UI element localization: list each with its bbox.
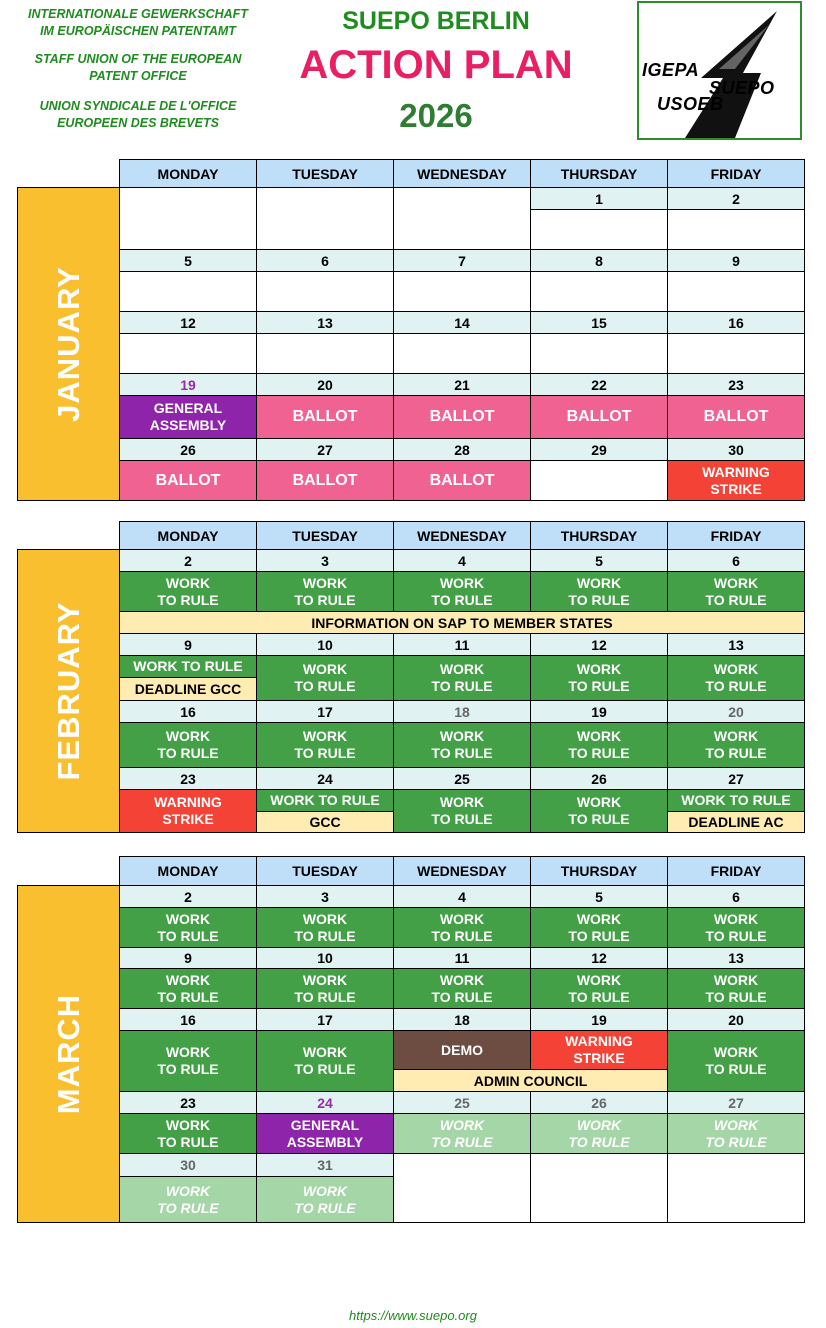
weekday-header-row [18, 160, 805, 188]
event-row [18, 1114, 805, 1154]
event-work-to-rule: WORK TO RULE [120, 723, 257, 768]
weekday-header: THURSDAY [531, 857, 668, 886]
month-label-cell [18, 886, 120, 1223]
note-admin-council: ADMIN COUNCIL [394, 1070, 668, 1092]
event-ballot: BALLOT [668, 396, 805, 439]
weekday-header: MONDAY [120, 160, 257, 188]
day-number: 1 [531, 188, 668, 210]
weekday-header: FRIDAY [668, 160, 805, 188]
empty-cell [531, 461, 668, 501]
day-number: 19 [531, 701, 668, 723]
day-number: 17 [257, 1009, 394, 1031]
event-work-to-rule: WORK TO RULE [668, 572, 805, 612]
day-number: 18 [394, 701, 531, 723]
event-work-to-rule: WORK TO RULE [394, 908, 531, 948]
org-name-fr: UNION SYNDICALE DE L'OFFICE EUROPEEN DES BREVETS [39, 99, 237, 130]
event-row [18, 572, 805, 612]
month-label: JANUARY [50, 266, 86, 422]
footer-url-link[interactable]: https://www.suepo.org [349, 1308, 477, 1323]
event-row [18, 908, 805, 948]
event-work-to-rule: WORK TO RULE [394, 790, 531, 833]
event-work-to-rule: WORK TO RULE [257, 656, 394, 701]
calendar-january [17, 159, 804, 501]
empty-cell [531, 1154, 668, 1223]
calendar-february [17, 521, 804, 833]
logo-word-suepo: SUEPO [709, 78, 775, 98]
event-work-to-rule-planned: WORK TO RULE [257, 1177, 394, 1223]
weekday-header: WEDNESDAY [394, 857, 531, 886]
event-work-to-rule: WORK TO RULE [120, 572, 257, 612]
note-sap-information: INFORMATION ON SAP TO MEMBER STATES [120, 612, 805, 634]
day-number-row [18, 701, 805, 723]
day-number-row [18, 1009, 805, 1031]
event-work-to-rule: WORK TO RULE [257, 572, 394, 612]
event-ballot: BALLOT [257, 461, 394, 501]
event-work-to-rule: WORK TO RULE [531, 969, 668, 1009]
day-number: 30 [120, 1154, 257, 1177]
day-number: 14 [394, 312, 531, 334]
weekday-header: TUESDAY [257, 857, 394, 886]
day-number: 11 [394, 634, 531, 656]
event-row [18, 656, 805, 678]
day-number: 20 [668, 1009, 805, 1031]
weekday-header: FRIDAY [668, 522, 805, 550]
month-label: MARCH [50, 993, 86, 1115]
day-number: 26 [531, 1092, 668, 1114]
event-work-to-rule: WORK TO RULE [531, 572, 668, 612]
event-ballot: BALLOT [394, 396, 531, 439]
event-work-to-rule: WORK TO RULE [668, 969, 805, 1009]
weekday-header: MONDAY [120, 857, 257, 886]
day-number: 13 [668, 634, 805, 656]
note-deadline-gcc: DEADLINE GCC [120, 678, 257, 701]
day-number: 4 [394, 550, 531, 572]
day-number: 12 [531, 948, 668, 969]
calendar-march [17, 856, 804, 1223]
event-work-to-rule: WORK TO RULE [120, 656, 257, 678]
day-number: 13 [668, 948, 805, 969]
day-number: 17 [257, 701, 394, 723]
day-number: 31 [257, 1154, 394, 1177]
day-number-row [18, 250, 805, 272]
event-work-to-rule: WORK TO RULE [120, 1114, 257, 1154]
event-work-to-rule: WORK TO RULE [120, 969, 257, 1009]
day-number: 15 [531, 312, 668, 334]
event-row [18, 1031, 805, 1070]
event-work-to-rule: WORK TO RULE [668, 723, 805, 768]
day-number-row [18, 1154, 805, 1177]
empty-cell [531, 210, 668, 250]
day-number: 11 [394, 948, 531, 969]
day-number: 23 [120, 768, 257, 790]
event-row [18, 272, 805, 312]
event-ballot: BALLOT [120, 461, 257, 501]
day-number: 19 [531, 1009, 668, 1031]
day-number: 27 [257, 439, 394, 461]
day-number: 23 [120, 1092, 257, 1114]
event-work-to-rule: WORK TO RULE [257, 969, 394, 1009]
event-work-to-rule: WORK TO RULE [531, 908, 668, 948]
event-work-to-rule: WORK TO RULE [394, 656, 531, 701]
day-number: 12 [531, 634, 668, 656]
event-work-to-rule-planned: WORK TO RULE [120, 1177, 257, 1223]
title-action-plan: ACTION PLAN [299, 43, 573, 87]
event-work-to-rule: WORK TO RULE [257, 1031, 394, 1092]
weekday-header: TUESDAY [257, 160, 394, 188]
event-ballot: BALLOT [394, 461, 531, 501]
weekday-header: THURSDAY [531, 160, 668, 188]
day-number: 16 [120, 1009, 257, 1031]
day-number-row [18, 374, 805, 396]
event-row [18, 969, 805, 1009]
title-suepo-berlin: SUEPO BERLIN [342, 7, 530, 35]
day-number: 3 [257, 886, 394, 908]
day-number: 23 [668, 374, 805, 396]
weekday-header: MONDAY [120, 522, 257, 550]
event-work-to-rule: WORK TO RULE [120, 1031, 257, 1092]
day-number: 26 [120, 439, 257, 461]
event-general-assembly: GENERAL ASSEMBLY [120, 396, 257, 439]
day-number: 28 [394, 439, 531, 461]
month-label-cell [18, 188, 120, 501]
day-number: 13 [257, 312, 394, 334]
month-label: FEBRUARY [50, 601, 86, 781]
day-number: 6 [668, 550, 805, 572]
day-number: 9 [120, 634, 257, 656]
weekday-header-row [18, 522, 805, 550]
empty-cell [120, 188, 257, 250]
logo-word-usoeb: USOEB [657, 94, 724, 114]
empty-cell [668, 210, 805, 250]
day-number: 18 [394, 1009, 531, 1031]
day-number: 16 [120, 701, 257, 723]
event-row [18, 790, 805, 812]
org-name-en: STAFF UNION OF THE EUROPEAN PATENT OFFICE [34, 52, 242, 83]
day-number-row [18, 550, 805, 572]
day-number: 29 [531, 439, 668, 461]
day-number: 19 [120, 374, 257, 396]
weekday-header: TUESDAY [257, 522, 394, 550]
day-number: 6 [257, 250, 394, 272]
day-number-row [18, 768, 805, 790]
day-number: 10 [257, 948, 394, 969]
event-work-to-rule: WORK TO RULE [394, 969, 531, 1009]
event-work-to-rule: WORK TO RULE [668, 790, 805, 812]
day-number: 7 [394, 250, 531, 272]
weekday-header: WEDNESDAY [394, 522, 531, 550]
day-number: 25 [394, 1092, 531, 1114]
day-number: 10 [257, 634, 394, 656]
empty-cell [257, 188, 394, 250]
event-row [18, 461, 805, 501]
event-ballot: BALLOT [531, 396, 668, 439]
event-work-to-rule: WORK TO RULE [394, 572, 531, 612]
day-number: 2 [668, 188, 805, 210]
day-number: 24 [257, 1092, 394, 1114]
day-number: 12 [120, 312, 257, 334]
day-number-row [18, 948, 805, 969]
event-row [18, 723, 805, 768]
event-work-to-rule-planned: WORK TO RULE [668, 1114, 805, 1154]
weekday-header: THURSDAY [531, 522, 668, 550]
event-ballot: BALLOT [257, 396, 394, 439]
day-number: 3 [257, 550, 394, 572]
empty-cell [394, 188, 531, 250]
event-work-to-rule: WORK TO RULE [531, 790, 668, 833]
day-number: 8 [531, 250, 668, 272]
day-number: 5 [531, 550, 668, 572]
day-number: 5 [120, 250, 257, 272]
day-number: 20 [668, 701, 805, 723]
weekday-header: FRIDAY [668, 857, 805, 886]
event-work-to-rule: WORK TO RULE [394, 723, 531, 768]
day-number: 9 [668, 250, 805, 272]
day-number: 2 [120, 550, 257, 572]
event-warning-strike: WARNING STRIKE [120, 790, 257, 833]
title-year: 2026 [399, 97, 473, 134]
day-number-row [18, 886, 805, 908]
event-demo: DEMO [394, 1031, 531, 1070]
day-number: 27 [668, 768, 805, 790]
org-name-de: INTERNATIONALE GEWERKSCHAFT IM EUROPÄISCHEN PATENTAMT [28, 7, 248, 38]
day-number-row [18, 188, 805, 210]
event-work-to-rule: WORK TO RULE [668, 1031, 805, 1092]
note-gcc: GCC [257, 812, 394, 833]
day-number: 9 [120, 948, 257, 969]
event-work-to-rule: WORK TO RULE [257, 723, 394, 768]
event-work-to-rule: WORK TO RULE [531, 656, 668, 701]
day-number: 6 [668, 886, 805, 908]
day-number: 26 [531, 768, 668, 790]
event-warning-strike: WARNING STRIKE [668, 461, 805, 501]
day-number: 27 [668, 1092, 805, 1114]
day-number: 21 [394, 374, 531, 396]
event-row [18, 396, 805, 439]
event-work-to-rule-planned: WORK TO RULE [531, 1114, 668, 1154]
day-number: 24 [257, 768, 394, 790]
event-work-to-rule: WORK TO RULE [531, 723, 668, 768]
event-work-to-rule: WORK TO RULE [257, 908, 394, 948]
event-row [18, 334, 805, 374]
weekday-header-row [18, 857, 805, 886]
day-number: 16 [668, 312, 805, 334]
event-work-to-rule: WORK TO RULE [257, 790, 394, 812]
suepo-logo [637, 1, 802, 140]
day-number: 30 [668, 439, 805, 461]
empty-cell [668, 1154, 805, 1223]
day-number: 5 [531, 886, 668, 908]
note-deadline-ac: DEADLINE AC [668, 812, 805, 833]
day-number-row [18, 634, 805, 656]
day-number: 2 [120, 886, 257, 908]
day-number-row [18, 439, 805, 461]
note-row [18, 612, 805, 634]
event-work-to-rule: WORK TO RULE [668, 656, 805, 701]
logo-word-igepa: IGEPA [642, 60, 700, 80]
event-work-to-rule-planned: WORK TO RULE [394, 1114, 531, 1154]
event-work-to-rule: WORK TO RULE [668, 908, 805, 948]
day-number-row [18, 312, 805, 334]
month-label-cell [18, 550, 120, 833]
day-number: 20 [257, 374, 394, 396]
empty-cell [394, 1154, 531, 1223]
event-work-to-rule: WORK TO RULE [120, 908, 257, 948]
event-warning-strike: WARNING STRIKE [531, 1031, 668, 1070]
event-general-assembly: GENERAL ASSEMBLY [257, 1114, 394, 1154]
day-number: 4 [394, 886, 531, 908]
day-number-row [18, 1092, 805, 1114]
day-number: 22 [531, 374, 668, 396]
day-number: 25 [394, 768, 531, 790]
weekday-header: WEDNESDAY [394, 160, 531, 188]
